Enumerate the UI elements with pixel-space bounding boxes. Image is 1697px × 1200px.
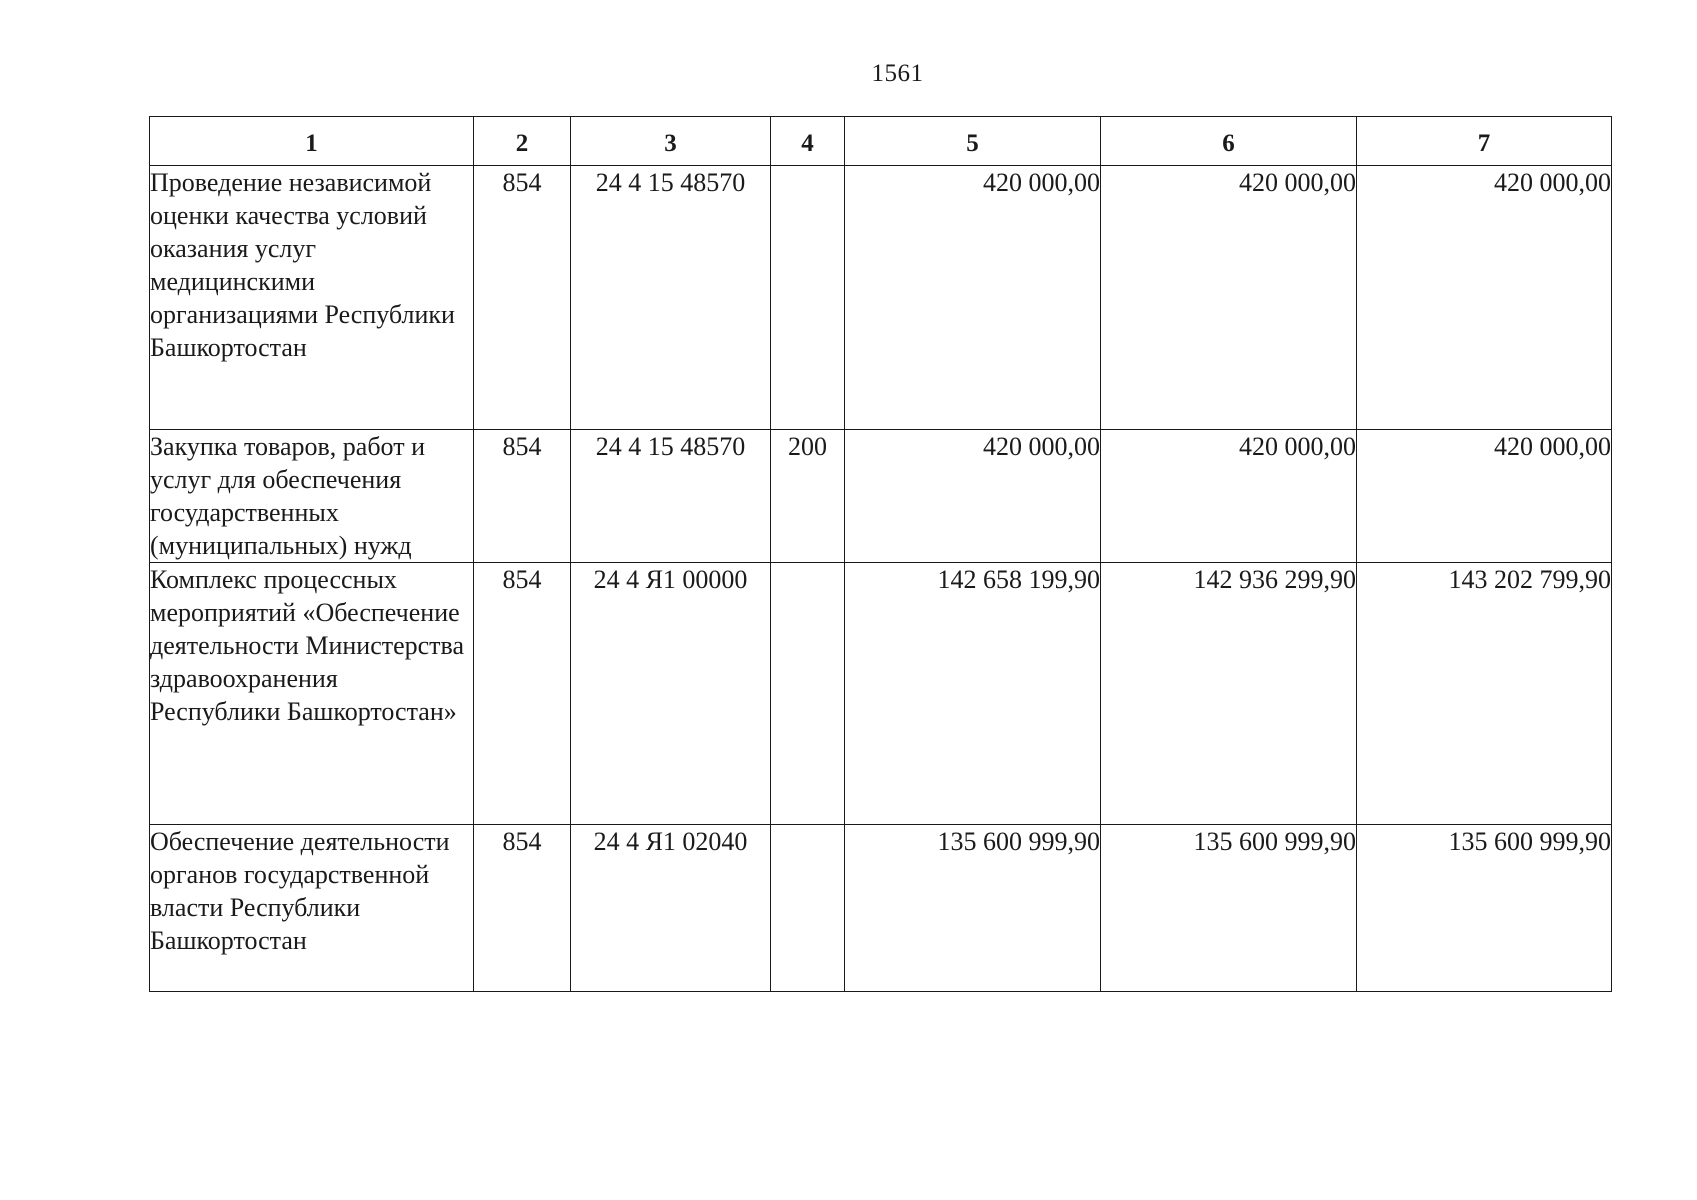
column-header-4: 4 xyxy=(771,117,845,166)
column-header-5: 5 xyxy=(845,117,1101,166)
expense-kind-cell xyxy=(771,166,845,430)
target-article-cell: 24 4 15 48570 xyxy=(571,430,771,563)
header-row xyxy=(150,117,1612,166)
row-name-cell: Проведение независимой оценки качества условий оказания услуг медицинскими организациями Республики Башкортостан xyxy=(150,166,474,430)
column-header-1: 1 xyxy=(150,117,474,166)
amount-year-1-cell: 420 000,00 xyxy=(845,166,1101,430)
target-article-cell: 24 4 15 48570 xyxy=(571,166,771,430)
column-header-3: 3 xyxy=(571,117,771,166)
column-header-2: 2 xyxy=(474,117,571,166)
amount-year-1-cell: 420 000,00 xyxy=(845,430,1101,563)
table-row xyxy=(150,825,1612,992)
amount-year-2-cell: 420 000,00 xyxy=(1101,166,1357,430)
expense-kind-cell xyxy=(771,825,845,992)
amount-year-3-cell: 143 202 799,90 xyxy=(1357,563,1612,825)
target-article-cell: 24 4 Я1 02040 xyxy=(571,825,771,992)
amount-year-1-cell: 142 658 199,90 xyxy=(845,563,1101,825)
amount-year-2-cell: 135 600 999,90 xyxy=(1101,825,1357,992)
target-article-cell: 24 4 Я1 00000 xyxy=(571,563,771,825)
code-cell: 854 xyxy=(474,563,571,825)
row-name-cell: Комплекс процессных мероприятий «Обеспечение деятельности Министерства здравоохранения Республики Башкортостан» xyxy=(150,563,474,825)
column-header-6: 6 xyxy=(1101,117,1357,166)
amount-year-3-cell: 135 600 999,90 xyxy=(1357,825,1612,992)
budget-table xyxy=(149,116,1612,992)
table-row xyxy=(150,430,1612,563)
column-header-7: 7 xyxy=(1357,117,1612,166)
amount-year-2-cell: 420 000,00 xyxy=(1101,430,1357,563)
expense-kind-cell xyxy=(771,563,845,825)
row-name-cell: Обеспечение деятельности органов государственной власти Республики Башкортостан xyxy=(150,825,474,992)
expense-kind-cell: 200 xyxy=(771,430,845,563)
code-cell: 854 xyxy=(474,825,571,992)
code-cell: 854 xyxy=(474,430,571,563)
page-number: 1561 xyxy=(871,60,924,87)
amount-year-3-cell: 420 000,00 xyxy=(1357,166,1612,430)
row-name-cell: Закупка товаров, работ и услуг для обеспечения государственных (муниципальных) нужд xyxy=(150,430,474,563)
code-cell: 854 xyxy=(474,166,571,430)
table-row xyxy=(150,563,1612,825)
amount-year-1-cell: 135 600 999,90 xyxy=(845,825,1101,992)
amount-year-2-cell: 142 936 299,90 xyxy=(1101,563,1357,825)
amount-year-3-cell: 420 000,00 xyxy=(1357,430,1612,563)
table-row xyxy=(150,166,1612,430)
